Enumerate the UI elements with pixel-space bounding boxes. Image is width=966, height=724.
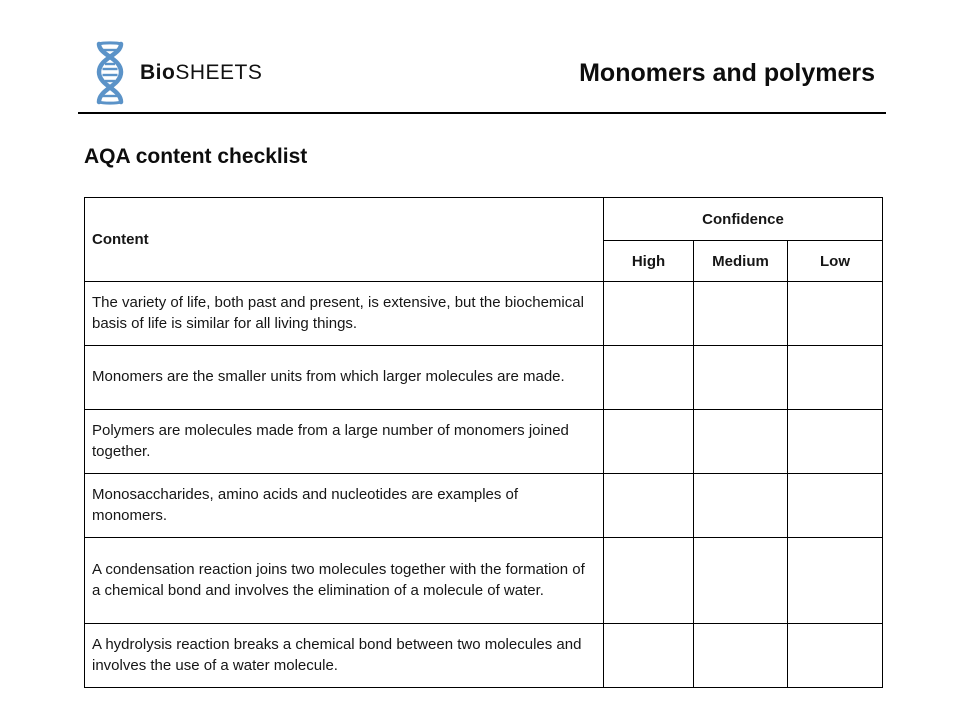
confidence-cell-medium[interactable] — [694, 538, 788, 624]
confidence-cell-high[interactable] — [604, 410, 694, 474]
brand-text-regular: SHEETS — [175, 61, 263, 84]
confidence-cell-medium[interactable] — [694, 410, 788, 474]
confidence-cell-medium[interactable] — [694, 624, 788, 688]
confidence-cell-low[interactable] — [788, 624, 883, 688]
confidence-level-high: High — [604, 241, 694, 282]
content-cell: The variety of life, both past and present, is extensive, but the biochemical basis of life is similar for all living things. — [85, 282, 604, 346]
checklist-table — [84, 197, 883, 688]
content-column-header: Content — [85, 198, 604, 282]
content-cell: Monosaccharides, amino acids and nucleotides are examples of monomers. — [85, 474, 604, 538]
table-row — [85, 410, 883, 474]
confidence-cell-low[interactable] — [788, 410, 883, 474]
brand-text-bold: Bio — [140, 61, 176, 84]
confidence-cell-high[interactable] — [604, 624, 694, 688]
content-cell: A condensation reaction joins two molecules together with the formation of a chemical bond and involves the elimination of a molecule of water. — [85, 538, 604, 624]
confidence-level-low: Low — [788, 241, 883, 282]
section-title: AQA content checklist — [84, 145, 308, 168]
page-title: Monomers and polymers — [579, 59, 875, 87]
table-row — [85, 474, 883, 538]
confidence-cell-low[interactable] — [788, 538, 883, 624]
content-cell: Monomers are the smaller units from which larger molecules are made. — [85, 346, 604, 410]
confidence-cell-high[interactable] — [604, 282, 694, 346]
content-cell: Polymers are molecules made from a large number of monomers joined together. — [85, 410, 604, 474]
table-header-row-1 — [85, 198, 883, 241]
confidence-cell-high[interactable] — [604, 538, 694, 624]
content-cell: A hydrolysis reaction breaks a chemical bond between two molecules and involves the use of a water molecule. — [85, 624, 604, 688]
table-row — [85, 346, 883, 410]
confidence-column-header: Confidence — [604, 198, 883, 241]
confidence-cell-high[interactable] — [604, 474, 694, 538]
table-row — [85, 538, 883, 624]
confidence-level-medium: Medium — [694, 241, 788, 282]
table-row — [85, 624, 883, 688]
page-header — [0, 0, 966, 115]
dna-helix-icon — [88, 41, 132, 105]
header-divider — [78, 112, 886, 114]
confidence-cell-low[interactable] — [788, 474, 883, 538]
confidence-cell-medium[interactable] — [694, 282, 788, 346]
confidence-cell-low[interactable] — [788, 346, 883, 410]
confidence-cell-high[interactable] — [604, 346, 694, 410]
brand-logo-text — [140, 61, 262, 85]
table-row — [85, 282, 883, 346]
confidence-cell-medium[interactable] — [694, 346, 788, 410]
confidence-cell-low[interactable] — [788, 282, 883, 346]
confidence-cell-medium[interactable] — [694, 474, 788, 538]
